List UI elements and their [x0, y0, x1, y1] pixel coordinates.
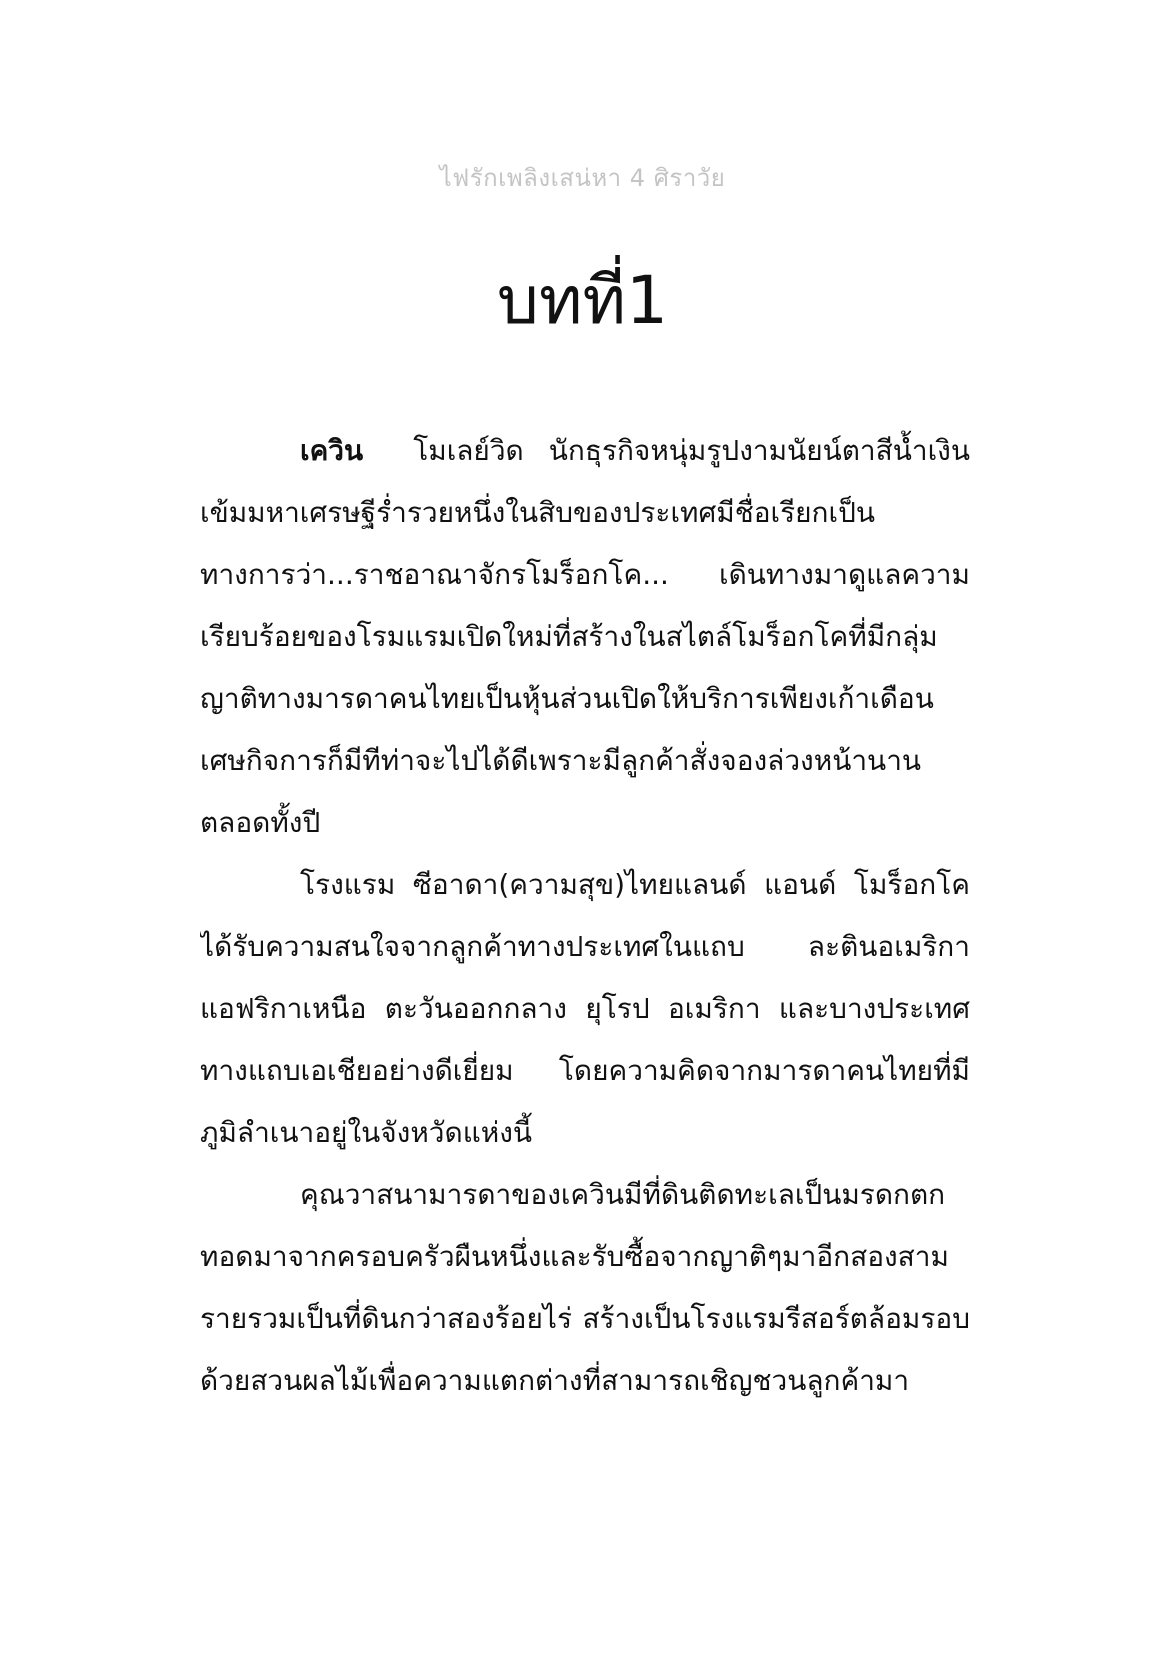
line-text: ทางแถบเอเชียอย่างดีเยี่ยม โดยความคิดจากมารดาคนไทยที่มี: [200, 1054, 970, 1087]
line-text: โรงแรม ซีอาดา(ความสุข)ไทยแลนด์ แอนด์ โมร็อกโค: [300, 868, 970, 901]
line-text: ญาติทางมารดาคนไทยเป็นหุ้นส่วนเปิดให้บริการเพียงเก้าเดือน: [200, 682, 934, 715]
paragraph-line: [200, 916, 970, 978]
paragraph-line: [200, 668, 970, 730]
line-text: ได้รับความสนใจจากลูกค้าทางประเทศในแถบ ละตินอเมริกา: [200, 930, 970, 963]
paragraph-line: [200, 1164, 970, 1226]
line-text: รายรวมเป็นที่ดินกว่าสองร้อยไร่ สร้างเป็นโรงแรมรีสอร์ตล้อมรอบ: [200, 1302, 970, 1335]
body-text: [200, 420, 970, 1412]
line-text: ตลอดทั้งปี: [200, 806, 321, 839]
paragraph-line: [200, 1350, 970, 1412]
paragraph-line: [200, 606, 970, 668]
paragraph-line: [200, 792, 970, 854]
paragraph-line: [200, 420, 970, 482]
line-text: โมเลย์วิด นักธุรกิจหนุ่มรูปงามนัยน์ตาสีน้ำเงิน: [413, 434, 970, 467]
running-header: ไฟรักเพลิงเสน่หา 4 ศิราวัย: [439, 164, 726, 192]
paragraph-line: [200, 1102, 970, 1164]
paragraph-line: [200, 730, 970, 792]
line-text: ทอดมาจากครอบครัวผืนหนึ่งและรับซื้อจากญาติๆมาอีกสองสาม: [200, 1240, 949, 1273]
line-text: เข้มมหาเศรษฐีร่ำรวยหนึ่งในสิบของประเทศมีชื่อเรียกเป็น: [200, 496, 875, 529]
paragraph-line: [200, 544, 970, 606]
paragraph-line: [200, 1040, 970, 1102]
paragraph-line: [200, 978, 970, 1040]
line-text: ทางการว่า...ราชอาณาจักรโมร็อกโค... เดินทางมาดูแลความ: [200, 558, 970, 591]
character-name: เควิน: [300, 434, 364, 467]
line-text: ภูมิลำเนาอยู่ในจังหวัดแห่งนี้: [200, 1116, 533, 1149]
paragraph-line: [200, 854, 970, 916]
paragraph-line: [200, 1226, 970, 1288]
line-text: ด้วยสวนผลไม้เพื่อความแตกต่างที่สามารถเชิญชวนลูกค้ามา: [200, 1364, 910, 1397]
paragraph-line: [200, 482, 970, 544]
line-text: เรียบร้อยของโรมแรมเปิดใหม่ที่สร้างในสไตล์โมร็อกโคที่มีกลุ่ม: [200, 620, 938, 653]
line-text: คุณวาสนามารดาของเควินมีที่ดินติดทะเลเป็นมรดกตก: [300, 1178, 946, 1211]
line-text: แอฟริกาเหนือ ตะวันออกกลาง ยุโรป อเมริกา และบางประเทศ: [200, 992, 970, 1025]
chapter-title: บทที่1: [497, 262, 668, 339]
line-text: เศษกิจการก็มีทีท่าจะไปได้ดีเพราะมีลูกค้าสั่งจองล่วงหน้านาน: [200, 744, 922, 777]
paragraph-line: [200, 1288, 970, 1350]
